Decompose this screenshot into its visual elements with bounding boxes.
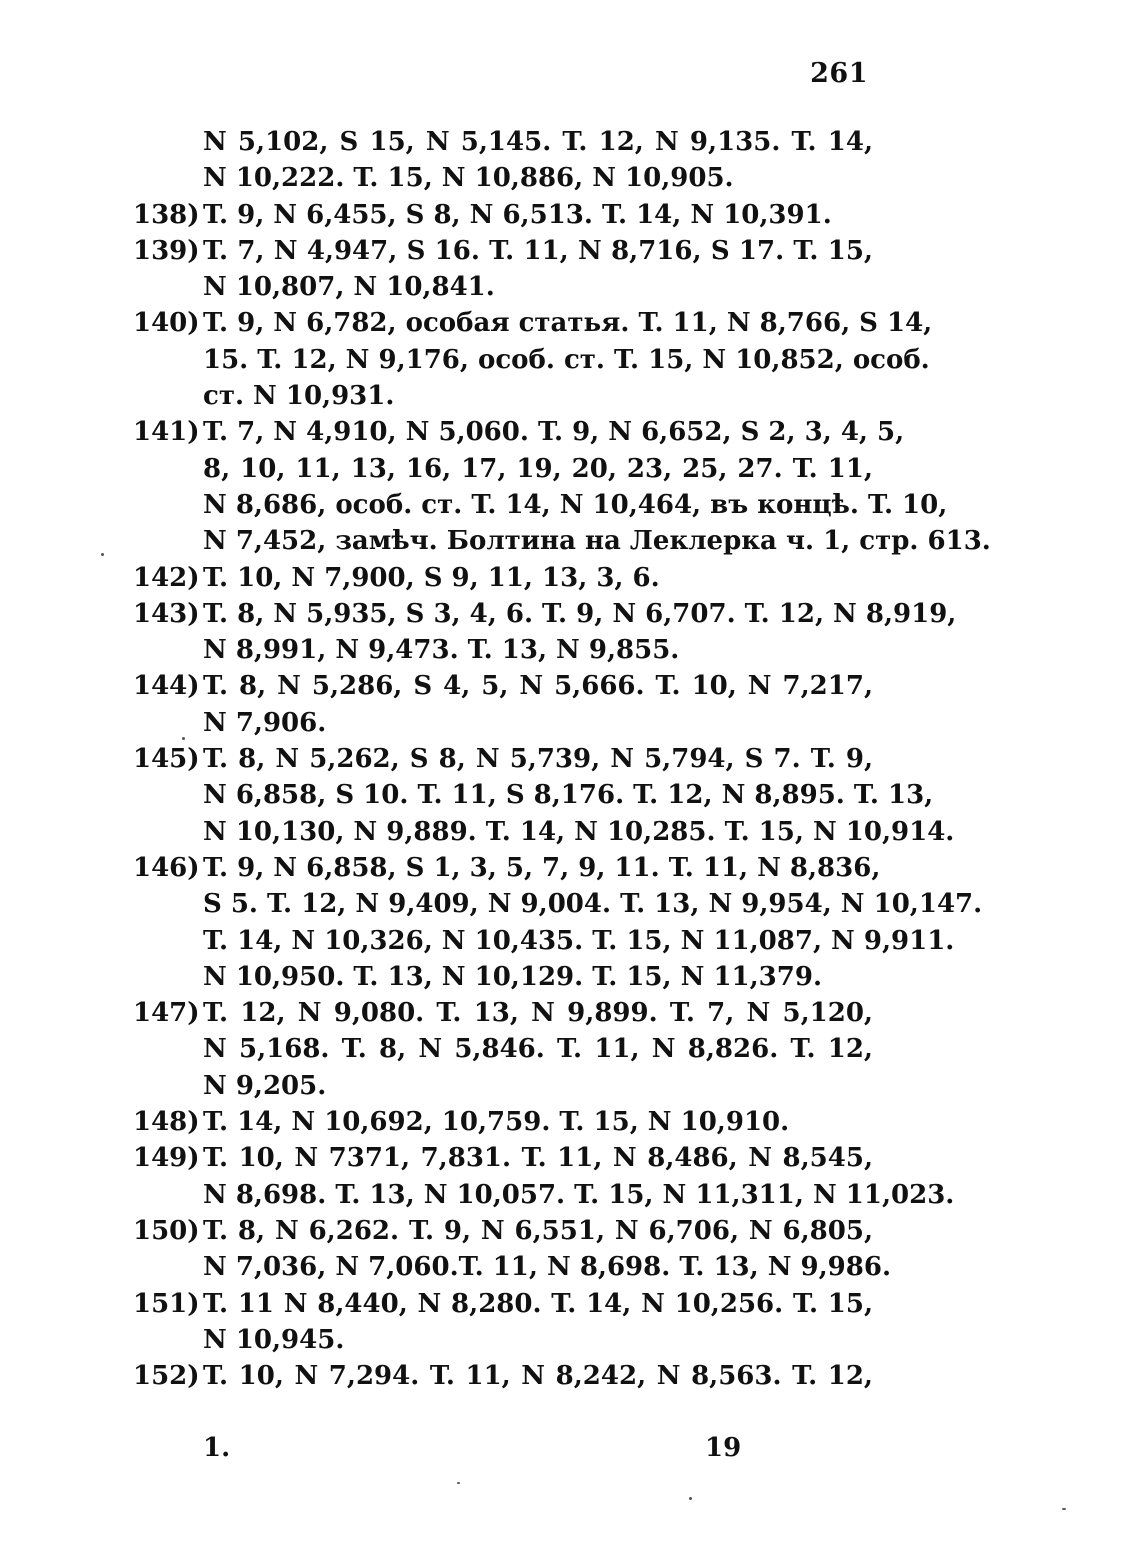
note-number: 148) bbox=[133, 1107, 200, 1138]
note-entry bbox=[133, 741, 955, 850]
note-number: 143) bbox=[133, 598, 200, 629]
note-line: T. 12, N 9,080. T. 13, N 9,899. T. 7, N 5,120, bbox=[203, 998, 873, 1029]
note-entry bbox=[133, 233, 873, 306]
note-line: T. 10, N 7,900, S 9, 11, 13, 3, 6. bbox=[203, 562, 660, 593]
note-number: 144) bbox=[133, 671, 200, 702]
note-entry bbox=[133, 995, 873, 1104]
note-line: N 8,686, особ. ст. T. 14, N 10,464, въ концѣ. T. 10, bbox=[203, 489, 948, 520]
note-line: N 9,205. bbox=[203, 1070, 327, 1101]
note-number: 138) bbox=[133, 199, 200, 230]
note-entry bbox=[133, 1286, 873, 1359]
scan-speck bbox=[101, 553, 104, 556]
note-entry bbox=[133, 560, 873, 596]
note-line: T. 9, N 6,455, S 8, N 6,513. T. 14, N 10,391. bbox=[203, 199, 832, 230]
scan-speck bbox=[182, 737, 185, 740]
note-line: T. 14, N 10,326, N 10,435. T. 15, N 11,087, N 9,911. bbox=[203, 925, 955, 956]
note-line: N 10,130, N 9,889. T. 14, N 10,285. T. 15, N 10,914. bbox=[203, 816, 955, 847]
scan-speck bbox=[689, 1497, 692, 1500]
note-number: 145) bbox=[133, 744, 200, 775]
notes-list bbox=[133, 124, 991, 1394]
note-line: T. 14, N 10,692, 10,759. T. 15, N 10,910. bbox=[203, 1107, 790, 1138]
note-line: T. 8, N 5,286, S 4, 5, N 5,666. T. 10, N 7,217, bbox=[203, 671, 873, 702]
note-line: N 10,950. T. 13, N 10,129. T. 15, N 11,379. bbox=[203, 961, 822, 992]
note-line: N 10,222. T. 15, N 10,886, N 10,905. bbox=[203, 163, 734, 194]
note-line: T. 8, N 5,935, S 3, 4, 6. T. 9, N 6,707. T. 12, N 8,919, bbox=[203, 598, 957, 629]
note-line: N 7,452, замѣч. Болтина на Леклерка ч. 1, стр. 613. bbox=[203, 526, 991, 557]
note-entry bbox=[133, 414, 991, 559]
note-entry bbox=[133, 305, 933, 414]
note-line: T. 8, N 6,262. T. 9, N 6,551, N 6,706, N 6,805, bbox=[203, 1215, 873, 1246]
note-line: 8, 10, 11, 13, 16, 17, 19, 20, 23, 25, 27. T. 11, bbox=[203, 453, 873, 484]
note-entry bbox=[133, 668, 873, 741]
note-line: ст. N 10,931. bbox=[203, 381, 395, 412]
note-number: 152) bbox=[133, 1361, 200, 1392]
note-line: T. 7, N 4,910, N 5,060. T. 9, N 6,652, S 2, 3, 4, 5, bbox=[203, 417, 905, 448]
sheet-mark: 1. bbox=[203, 1433, 231, 1463]
note-entry bbox=[133, 1140, 955, 1213]
note-line: T. 9, N 6,782, особая статья. T. 11, N 8,766, S 14, bbox=[203, 308, 933, 339]
note-line: N 8,991, N 9,473. T. 13, N 9,855. bbox=[203, 635, 680, 666]
note-number: 151) bbox=[133, 1288, 200, 1319]
note-line: N 10,807, N 10,841. bbox=[203, 272, 495, 303]
signature-mark: 19 bbox=[705, 1433, 742, 1463]
note-entry bbox=[133, 1213, 892, 1286]
note-number: 141) bbox=[133, 417, 200, 448]
note-entry bbox=[133, 850, 983, 995]
note-number: 150) bbox=[133, 1215, 200, 1246]
note-number: 142) bbox=[133, 562, 200, 593]
note-line: N 8,698. T. 13, N 10,057. T. 15, N 11,311, N 11,023. bbox=[203, 1179, 955, 1210]
note-line: N 5,102, S 15, N 5,145. T. 12, N 9,135. T. 14, bbox=[203, 127, 873, 157]
scan-speck bbox=[1062, 1508, 1066, 1510]
note-line: T. 10, N 7,294. T. 11, N 8,242, N 8,563. T. 12, bbox=[203, 1361, 873, 1392]
note-line: S 5. T. 12, N 9,409, N 9,004. T. 13, N 9,954, N 10,147. bbox=[203, 889, 983, 920]
note-line: T. 9, N 6,858, S 1, 3, 5, 7, 9, 11. T. 11, N 8,836, bbox=[203, 852, 881, 883]
note-line: T. 7, N 4,947, S 16. T. 11, N 8,716, S 17. T. 15, bbox=[203, 235, 873, 266]
page-number: 261 bbox=[810, 58, 868, 89]
note-entry bbox=[133, 596, 957, 669]
note-line: N 6,858, S 10. T. 11, S 8,176. T. 12, N 8,895. T. 13, bbox=[203, 780, 934, 811]
scan-speck bbox=[457, 1482, 460, 1484]
note-line: N 5,168. T. 8, N 5,846. T. 11, N 8,826. T. 12, bbox=[203, 1034, 873, 1065]
note-entry bbox=[133, 124, 873, 197]
note-line: T. 8, N 5,262, S 8, N 5,739, N 5,794, S 7. T. 9, bbox=[203, 744, 873, 775]
note-entry bbox=[133, 1358, 873, 1394]
note-line: 15. T. 12, N 9,176, особ. ст. T. 15, N 10,852, особ. bbox=[203, 344, 930, 375]
note-line: N 7,036, N 7,060.T. 11, N 8,698. T. 13, N 9,986. bbox=[203, 1252, 892, 1283]
note-line: N 7,906. bbox=[203, 707, 327, 738]
note-entry bbox=[133, 197, 873, 233]
note-number: 147) bbox=[133, 998, 200, 1029]
note-number: 146) bbox=[133, 852, 200, 883]
note-line: T. 10, N 7371, 7,831. T. 11, N 8,486, N 8,545, bbox=[203, 1143, 873, 1174]
note-number: 140) bbox=[133, 308, 200, 339]
note-number: 139) bbox=[133, 235, 200, 266]
note-entry bbox=[133, 1104, 873, 1140]
note-line: T. 11 N 8,440, N 8,280. T. 14, N 10,256. T. 15, bbox=[203, 1288, 873, 1319]
note-number: 149) bbox=[133, 1143, 200, 1174]
note-line: N 10,945. bbox=[203, 1324, 345, 1355]
